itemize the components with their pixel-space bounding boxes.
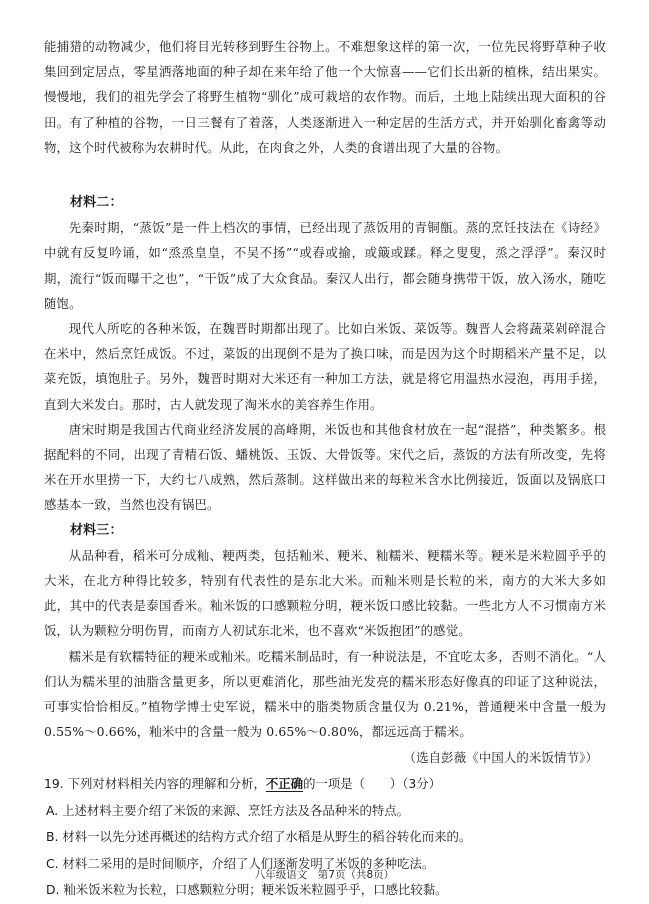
material3-paragraph-2: 糯米是有软糯特征的粳米或籼米。吃糯米制品时，有一种说法是，不宜吃太多，否则不消化。“人们认为糯米里的油脂含量更多，所以更难消化，那些油光发亮的糯米形态好像真的印证了这种说法，可事实恰恰相反。”植物学博士史军说，糯米中的脂类物质含量仅为 0.21%，普通粳米中含量一般为 0.55%～0.66%，籼米中的含量一般为 0.65%～0.80%，都远远高于糯米。 [44, 648, 606, 740]
material2-heading: 材料二： [70, 195, 123, 211]
material2-paragraph-3: 唐宋时期是我国古代商业经济发展的高峰期，米饭也和其他食材放在一起“混搭”，种类繁多。根据配料的不同，出现了青精石饭、蟠桃饭、玉饭、大骨饭等。宋代之后，蒸饭的方法有所改变，先将米在开水里捞一下，大约七八成熟，然后蒸制。这样做出来的每粒米含水比例接近，饭面以及锅底口感基本一致，当然也没有锅巴。 [44, 421, 606, 513]
option-c: C. 材料二采用的是时间顺序，介绍了人们逐渐发明了米饭的多种吃法。 [46, 855, 435, 871]
page-footer: 八年级语文 第7页（共8页） [254, 869, 395, 881]
material2-paragraph-2: 现代人所吃的各种米饭，在魏晋时期都出现了。比如白米饭、菜饭等。魏晋人会将蔬菜剁碎混合在米中，然后烹饪成饭。不过，菜饭的出现倒不是为了换口味，而是因为这个时期稻米产量不足，以菜充饭，填饱肚子。另外，魏晋时期对大米还有一种加工方法，就是将它用温热水浸泡，再用手搓，直到大米发白。那时，古人就发现了淘米水的美容养生作用。 [44, 321, 606, 412]
question-stem-tail: 的一项是（ ）（3分） [303, 776, 442, 792]
option-a: A. 上述材料主要介绍了米饭的来源、烹饪方法及各品种米的特点。 [46, 802, 410, 818]
section-gap [44, 160, 606, 190]
question-stem-lead: 19. 下列对材料相关内容的理解和分析， [44, 776, 266, 792]
material2-paragraph-1: 先秦时期，“蒸饭”是一件上档次的事情，已经出现了蒸饭用的青铜甑。蒸的烹饪技法在《诗经》中就有反复吟诵，如“烝烝皇皇，不吴不扬”“或舂或揄，或簸或蹂。释之叟叟，烝之浮浮”。秦汉时期，流行“饭而曝干之也”，“干饭”成了大众食品。秦汉人出行，都会随身携带干饭，放入汤水，随吃随饱。 [44, 220, 606, 311]
option-b: B. 材料一以先分述再概述的结构方式介绍了水稻是从野生的稻谷转化而来的。 [46, 829, 472, 845]
question-stem-emphasis: 不正确 [265, 776, 304, 792]
material3-paragraph-1: 从品种看，稻米可分成籼、粳两类，包括籼米、粳米、籼糯米、粳糯米等。粳米是米粒圆乎乎的大米，在北方种得比较多，特别有代表性的是东北大米。而籼米则是长粒的米，南方的大米大多如此，其中的代表是泰国香米。籼米饭的口感颗粒分明，粳米饭口感比较黏。一些北方人不习惯南方米饭，认为颗粒分明伤胃，而南方人初试东北米，也不喜欢“米饭抱团”的感觉。 [44, 547, 606, 639]
material3-heading: 材料三： [70, 522, 123, 538]
question-stem [44, 771, 606, 798]
option-d: D. 籼米饭米粒为长粒，口感颗粒分明；粳米饭米粒圆乎乎，口感比较黏。 [46, 882, 448, 898]
intro-paragraph: 能捕猎的动物减少，他们将目光转移到野生谷物上。不难想象这样的第一次，一位先民将野草种子收集回到定居点，零星洒落地面的种子却在来年给了他一个大惊喜——它们长出新的植株，结出果实。慢慢地，我们的祖先学会了将野生植物“驯化”成可栽培的农作物。而后，土地上陆续出现大面积的谷田。有了种植的谷物，一日三餐有了着落，人类逐渐进入一种定居的生活方式，并开始驯化畜禽等动物，这个时代被称为农耕时代。从此，在肉食之外，人类的食谱出现了大量的谷物。 [44, 39, 606, 155]
passage-body [44, 34, 606, 904]
source-citation: （选自彭薇《中国人的米饭情节》） [403, 750, 598, 766]
